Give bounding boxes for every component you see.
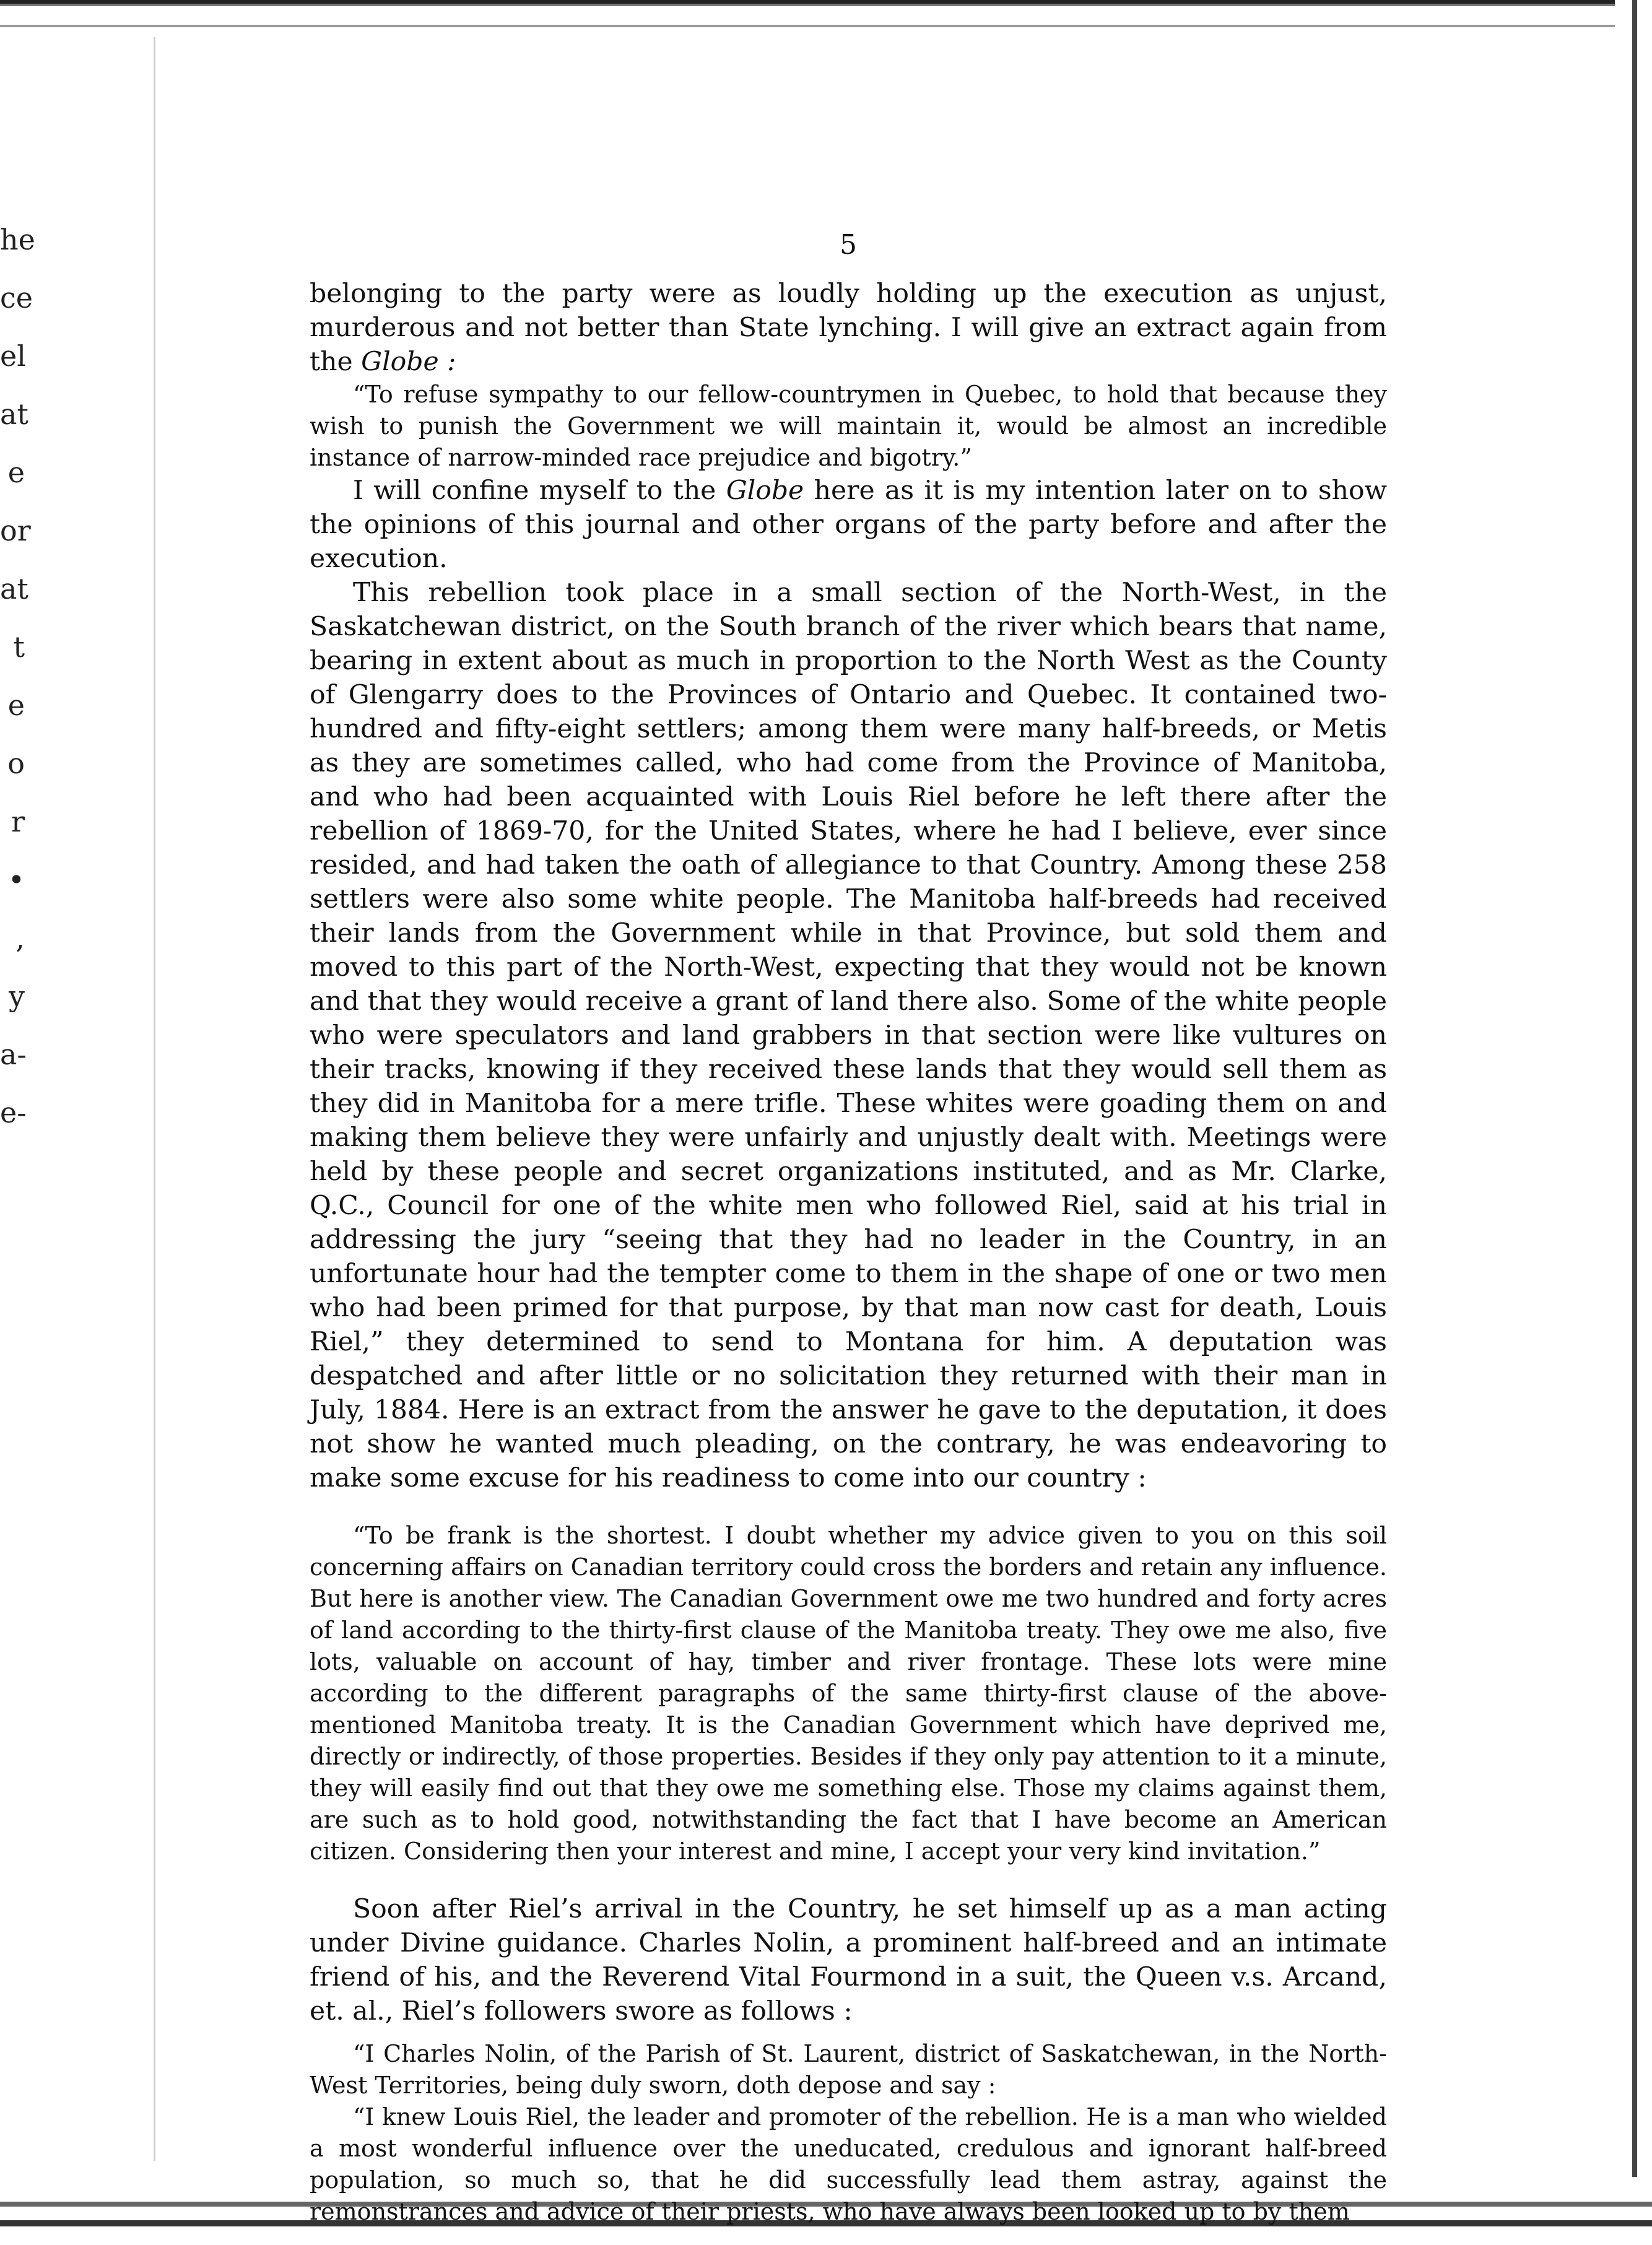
margin-fragment: el bbox=[0, 339, 26, 373]
paragraph-text: I will confine myself to the bbox=[353, 475, 726, 506]
quote-globe-extract: “To refuse sympathy to our fellow-countrymen in Quebec, to hold that because they wish to punish the Government we will maintain it, would be almost an incredible instance of narrow-minded race prejudice and bigotry.” bbox=[310, 381, 1387, 471]
paragraph-rebellion: This rebellion took place in a small section of the North-West, in the Saskatchewan district, on the South branch of the river which bears that name, bearing in extent about as much in proportion to the North West as the County of Glengarry does to the Provinces of Ontario and Quebec. It contained two-hundred and fifty-eight settlers; among them were many half-breeds, or Metis as they are sometimes called, who had come from the Province of Manitoba, and who had been acquainted with Louis Riel before he left there after the rebellion of 1869-70, for the United States, where he had I believe, ever since resided, and had taken the oath of allegiance to that Country. Among these 258 settlers were also some white people. The Manitoba half-breeds had received their lands from the Government while in that Province, but sold them and moved to this part of the North-West, expecting that they would not be known and that they would receive a grant of land there also. Some of the white people who were speculators and land grabbers in that section were like vultures on their tracks, knowing if they received these lands that they would sell them as they did in Manitoba for a mere trifle. These whites were goading them on and making them believe they were unfairly and unjustly dealt with. Meetings were held by these people and secret organizations instituted, and as Mr. Clarke, Q.C., Council for one of the white men who followed Riel, said at his trial in addressing the jury “seeing that they had no leader in the Country, in an unfortunate hour had the tempter come to them in the shape of one or two men who had been primed for that purpose, by that man now cast for death, Louis Riel,” they determined to send to Montana for him. A deputation was despatched and after little or no solicitation they returned with their man in July, 1884. Here is an extract from the answer he gave to the deputation, it does not show he wanted much pleading, on the contrary, he was endeavoring to make some excuse for his readiness to come into our country : bbox=[310, 578, 1387, 1493]
margin-fragment: at bbox=[0, 572, 28, 606]
margin-fragment: , bbox=[15, 921, 25, 955]
italic-globe: Globe : bbox=[361, 347, 456, 377]
margin-fragment: r bbox=[11, 805, 25, 838]
scan-right-edge bbox=[1615, 0, 1652, 2245]
margin-fragment: he bbox=[0, 223, 35, 256]
paragraph-riel-arrival: Soon after Riel’s arrival in the Country, he set himself up as a man acting under Divine guidance. Charles Nolin, a prominent half-breed and an intimate friend of his, and the Reverend Vital Fourmond in a suit, the Queen v.s. Arcand, et. al., Riel’s followers swore as follows : bbox=[310, 1894, 1387, 2026]
margin-fragment: e bbox=[7, 456, 25, 489]
paragraph-continuation bbox=[310, 277, 1387, 379]
italic-globe: Globe bbox=[726, 475, 804, 506]
quote-nolin-deposition: “I Charles Nolin, of the Parish of St. Laurent, district of Saskatchewan, in the North-West Territories, being duly sworn, doth depose and say : bbox=[310, 2040, 1387, 2099]
document-page bbox=[310, 229, 1387, 2228]
paragraph-text: belonging to the party were as loudly holding up the execution as unjust, murderous and not better than State lynching. I will give an extract again from the bbox=[310, 279, 1387, 377]
margin-fragment: • bbox=[7, 863, 25, 897]
quote-nolin-knew-riel: “I knew Louis Riel, the leader and promoter of the rebellion. He is a man who wielded a most wonderful influence over the uneducated, credulous and ignorant half-breed population, so much so, that he did successfully lead them astray, against the remonstrances and advice of their priests, who have always been looked up to by them bbox=[310, 2103, 1387, 2225]
margin-fragment: t bbox=[13, 630, 25, 664]
scan-top-edge bbox=[0, 0, 1652, 37]
margin-fragment: or bbox=[0, 514, 31, 547]
page-fold-line bbox=[154, 37, 155, 2161]
quote-riel-answer: “To be frank is the shortest. I doubt whether my advice given to you on this soil concerning affairs on Canadian territory could cross the borders and retain any influence. But here is another view. The Canadian Government owe me two hundred and forty acres of land according to the thirty-first clause of the Manitoba treaty. They owe me also, five lots, valuable on account of hay, timber and river frontage. These lots were mine according to the different paragraphs of the same thirty-first clause of the above-mentioned Manitoba treaty. It is the Canadian Government which have deprived me, directly or indirectly, of those properties. Besides if they only pay attention to it a minute, they will easily find out that they owe me something else. Those my claims against them, are such as to hold good, notwithstanding the fact that I have become an American citizen. Considering then your interest and mine, I accept your very kind invitation.” bbox=[310, 1522, 1387, 1865]
margin-fragment: at bbox=[0, 397, 28, 431]
paragraph-text: here as it is my intention later on to show the opinions of this journal and other organs of the party before and after the execution. bbox=[310, 475, 1387, 574]
margin-fragment: e bbox=[7, 688, 25, 722]
margin-fragment: o bbox=[7, 747, 25, 780]
paragraph-globe-confine bbox=[310, 474, 1387, 576]
margin-fragment: ce bbox=[0, 281, 33, 315]
margin-fragment: a- bbox=[0, 1038, 27, 1071]
margin-fragment: e- bbox=[0, 1096, 27, 1129]
margin-fragment: y bbox=[9, 979, 25, 1013]
page-number: 5 bbox=[840, 229, 857, 261]
facing-page-margin-fragments bbox=[0, 211, 35, 1142]
